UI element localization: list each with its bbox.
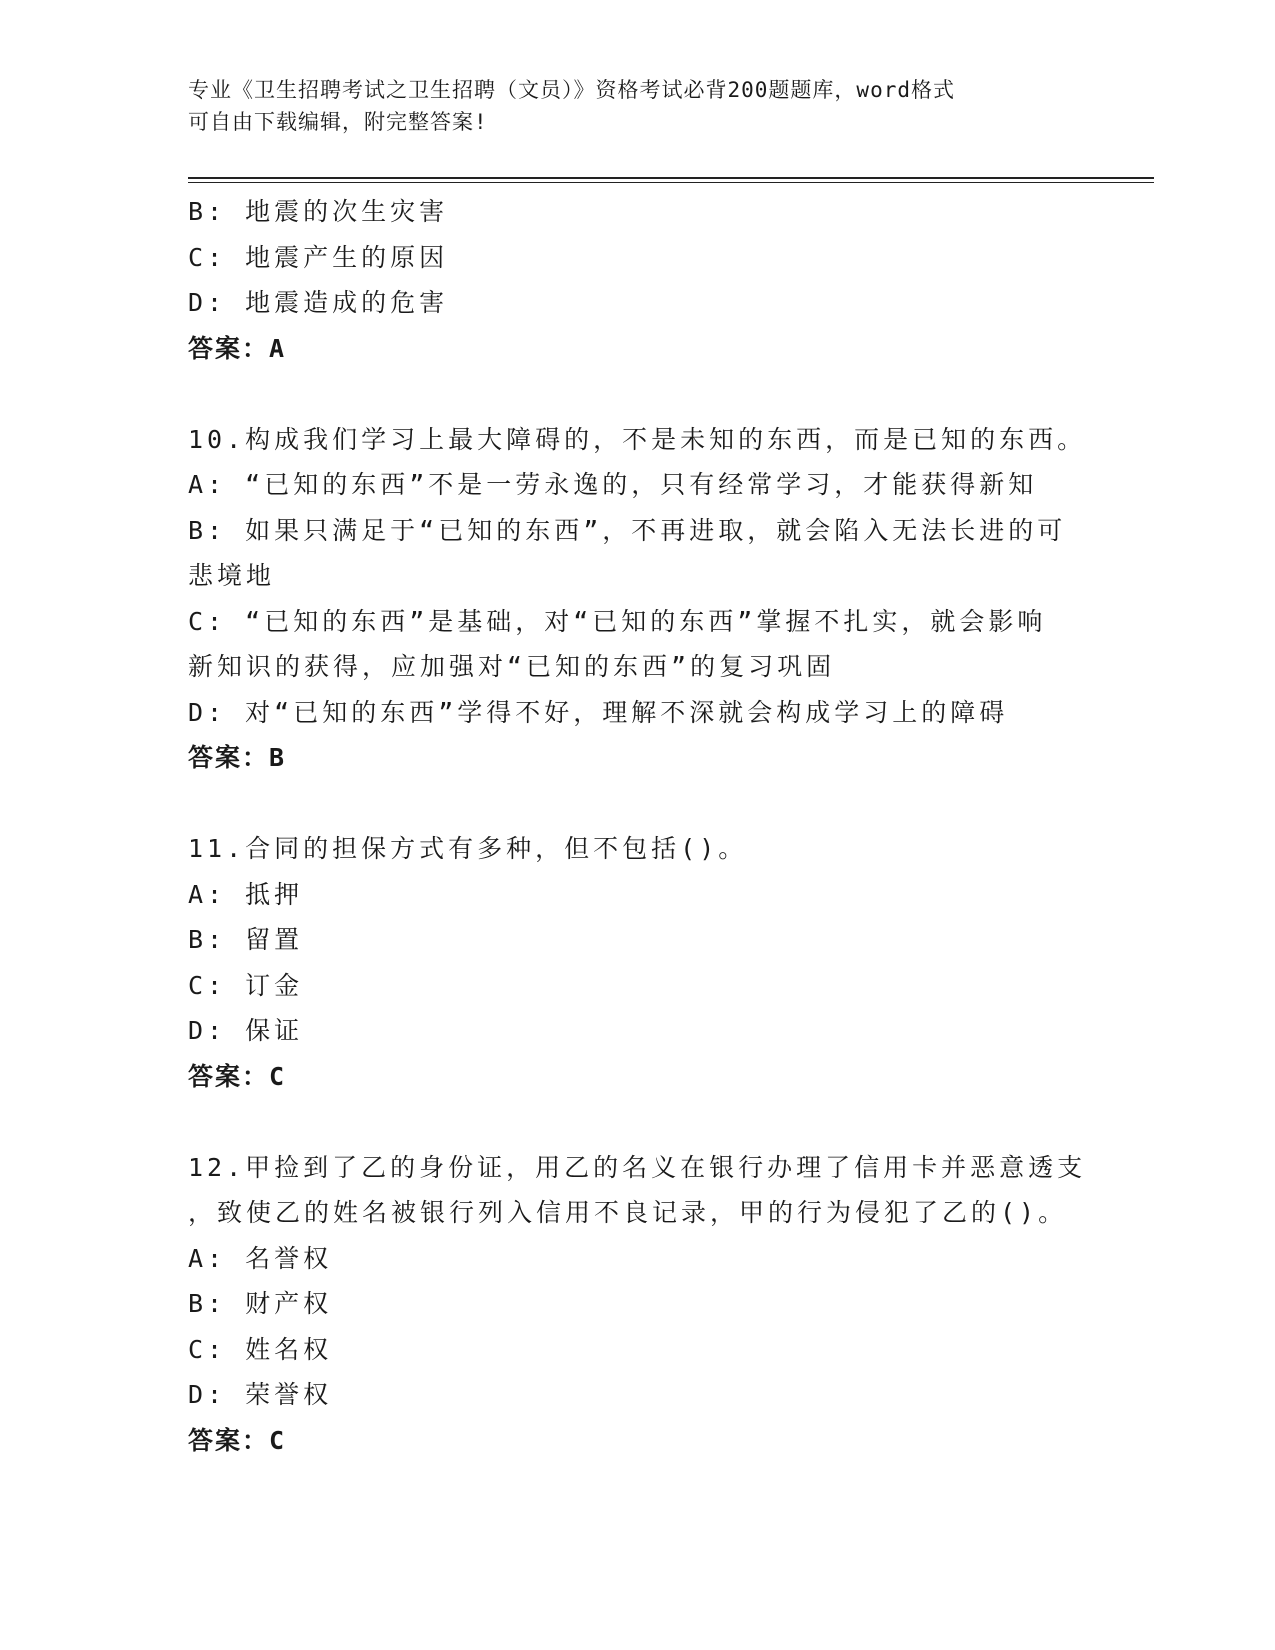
option-line: A: “已知的东西”不是一劳永逸的，只有经常学习，才能获得新知 <box>188 470 1038 499</box>
option-line: D: 地震造成的危害 <box>188 288 449 317</box>
option-line: C: “已知的东西”是基础，对“已知的东西”掌握不扎实，就会影响 <box>188 606 1047 636</box>
option-line: C: 姓名权 <box>188 1334 333 1364</box>
option-line: B: 留置 <box>188 925 304 954</box>
answer-line: 答案：C <box>188 1425 287 1455</box>
document-header <box>188 74 1068 138</box>
document-body <box>188 189 1088 1463</box>
header-divider-thick <box>188 177 1154 179</box>
option-line: 悲境地 <box>188 561 276 590</box>
option-line: C: 订金 <box>188 970 304 1000</box>
option-line: B: 如果只满足于“已知的东西”，不再进取，就会陷入无法长进的可 <box>188 515 1067 545</box>
option-line: D: 荣誉权 <box>188 1380 333 1409</box>
question-block-10 <box>188 417 1088 781</box>
option-line: 新知识的获得，应加强对“已知的东西”的复习巩固 <box>188 652 836 681</box>
question-stem: 10.构成我们学习上最大障碍的，不是未知的东西，而是已知的东西。 <box>188 424 1087 454</box>
answer-line: 答案：B <box>188 743 287 772</box>
option-line: A: 名誉权 <box>188 1243 333 1273</box>
question-block-prev <box>188 189 1088 371</box>
option-line: D: 对“已知的东西”学得不好，理解不深就会构成学习上的障碍 <box>188 697 1009 727</box>
question-block-11 <box>188 826 1088 1099</box>
question-stem: 11.合同的担保方式有多种，但不包括()。 <box>188 834 748 863</box>
answer-line: 答案：C <box>188 1061 287 1091</box>
question-block-12 <box>188 1145 1088 1464</box>
question-stem: ，致使乙的姓名被银行列入信用不良记录，甲的行为侵犯了乙的()。 <box>188 1198 1068 1227</box>
option-line: D: 保证 <box>188 1016 304 1045</box>
option-line: C: 地震产生的原因 <box>188 242 449 272</box>
option-line: A: 抵押 <box>188 879 304 909</box>
header-divider-thin <box>188 182 1154 183</box>
option-line: B: 地震的次生灾害 <box>188 197 449 226</box>
option-line: B: 财产权 <box>188 1289 333 1318</box>
header-line-2: 可自由下载编辑，附完整答案! <box>188 110 488 134</box>
header-line-1: 专业《卫生招聘考试之卫生招聘（文员）》资格考试必背200题题库，word格式 <box>188 78 955 102</box>
question-stem: 12.甲捡到了乙的身份证，用乙的名义在银行办理了信用卡并恶意透支 <box>188 1152 1087 1182</box>
answer-line: 答案：A <box>188 333 287 363</box>
